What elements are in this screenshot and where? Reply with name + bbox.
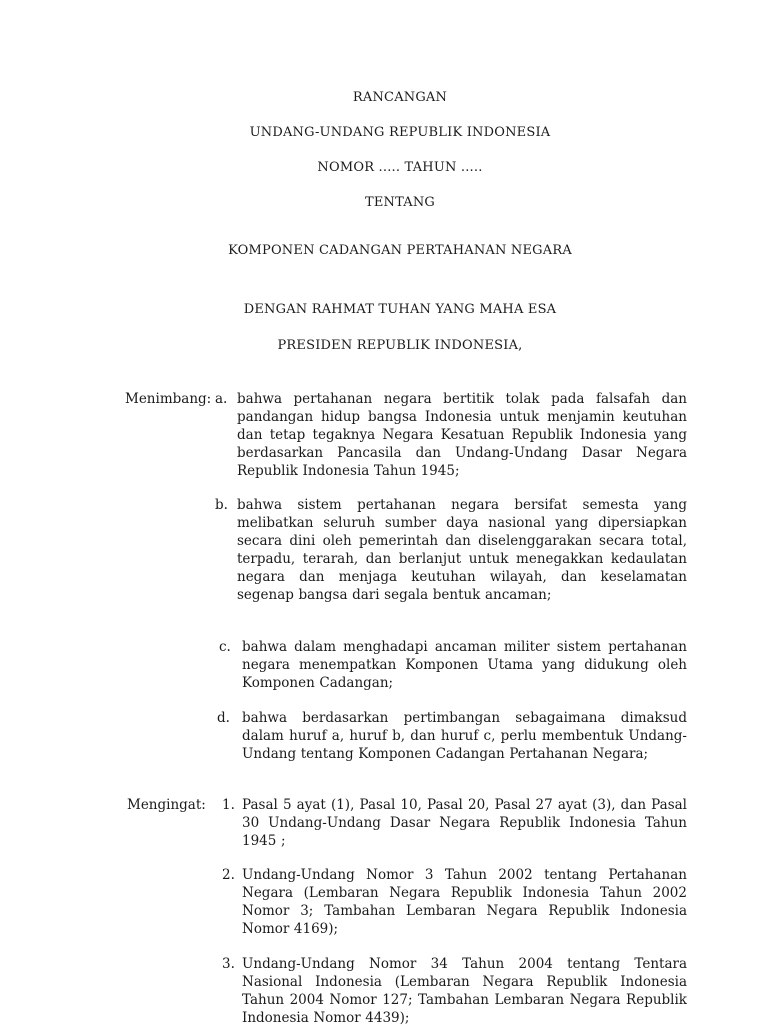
menimbang-item-d: bahwa berdasarkan pertimbangan sebagaimana dimaksud dalam huruf a, huruf b, dan huruf c, perlu membentuk Undang-Undang tentang Komponen Cadangan Pertahanan Negara; [242, 710, 687, 762]
law-number: NOMOR ..... TAHUN ..... [317, 160, 483, 175]
mengingat-item-2: Undang-Undang Nomor 3 Tahun 2002 tentang Pertahanan Negara (Lembaran Negara Republik Indonesia Tahun 2002 Nomor 3; Tambahan Lembaran Negara Republik Indonesia Nomor 4169); [242, 867, 687, 937]
mengingat-marker-3: 3. [222, 956, 235, 972]
law-subject: KOMPONEN CADANGAN PERTAHANAN NEGARA [228, 243, 572, 258]
menimbang-item-c: bahwa dalam menghadapi ancaman militer sistem pertahanan negara menempatkan Komponen Utama yang didukung oleh Komponen Cadangan; [242, 639, 687, 691]
draft-label: RANCANGAN [352, 90, 448, 105]
mengingat-item-1: Pasal 5 ayat (1), Pasal 10, Pasal 20, Pasal 27 ayat (3), dan Pasal 30 Undang-Undang Dasar Negara Republik Indonesia Tahun 1945 ; [242, 797, 687, 849]
tentang-label: TENTANG [364, 195, 436, 210]
menimbang-item-b: bahwa sistem pertahanan negara bersifat semesta yang melibatkan seluruh sumber daya nasional yang dipersiapkan secara dini oleh pemerintah dan diselenggarakan secara total, terpadu, terarah, dan berlanjut untuk menegakkan kedaulatan negara dan menjaga keutuhan wilayah, dan keselamatan segenap bangsa dari segala bentuk ancaman; [237, 497, 687, 603]
mengingat-label: Mengingat: [127, 797, 206, 813]
menimbang-marker-b: b. [215, 497, 228, 513]
menimbang-item-a: bahwa pertahanan negara bertitik tolak pada falsafah dan pandangan hidup bangsa Indonesia untuk menjamin keutuhan dan tetap tegaknya Negara Kesatuan Republik Indonesia yang berdasarkan Pancasila dan Undang-Undang Dasar Negara Republik Indonesia Tahun 1945; [237, 391, 687, 479]
mengingat-marker-1: 1. [222, 797, 235, 813]
menimbang-marker-d: d. [217, 710, 230, 726]
menimbang-marker-a: a. [215, 391, 228, 407]
president-line: PRESIDEN REPUBLIK INDONESIA, [277, 338, 523, 353]
menimbang-marker-c: c. [219, 639, 231, 655]
law-title: UNDANG-UNDANG REPUBLIK INDONESIA [249, 125, 551, 140]
blessing-line: DENGAN RAHMAT TUHAN YANG MAHA ESA [243, 302, 557, 317]
mengingat-item-3: Undang-Undang Nomor 34 Tahun 2004 tentang Tentara Nasional Indonesia (Lembaran Negara Republik Indonesia Tahun 2004 Nomor 127; Tambahan Lembaran Negara Republik Indonesia Nomor 4439); [242, 956, 687, 1026]
mengingat-marker-2: 2. [222, 867, 235, 883]
menimbang-label: Menimbang: [125, 391, 212, 407]
